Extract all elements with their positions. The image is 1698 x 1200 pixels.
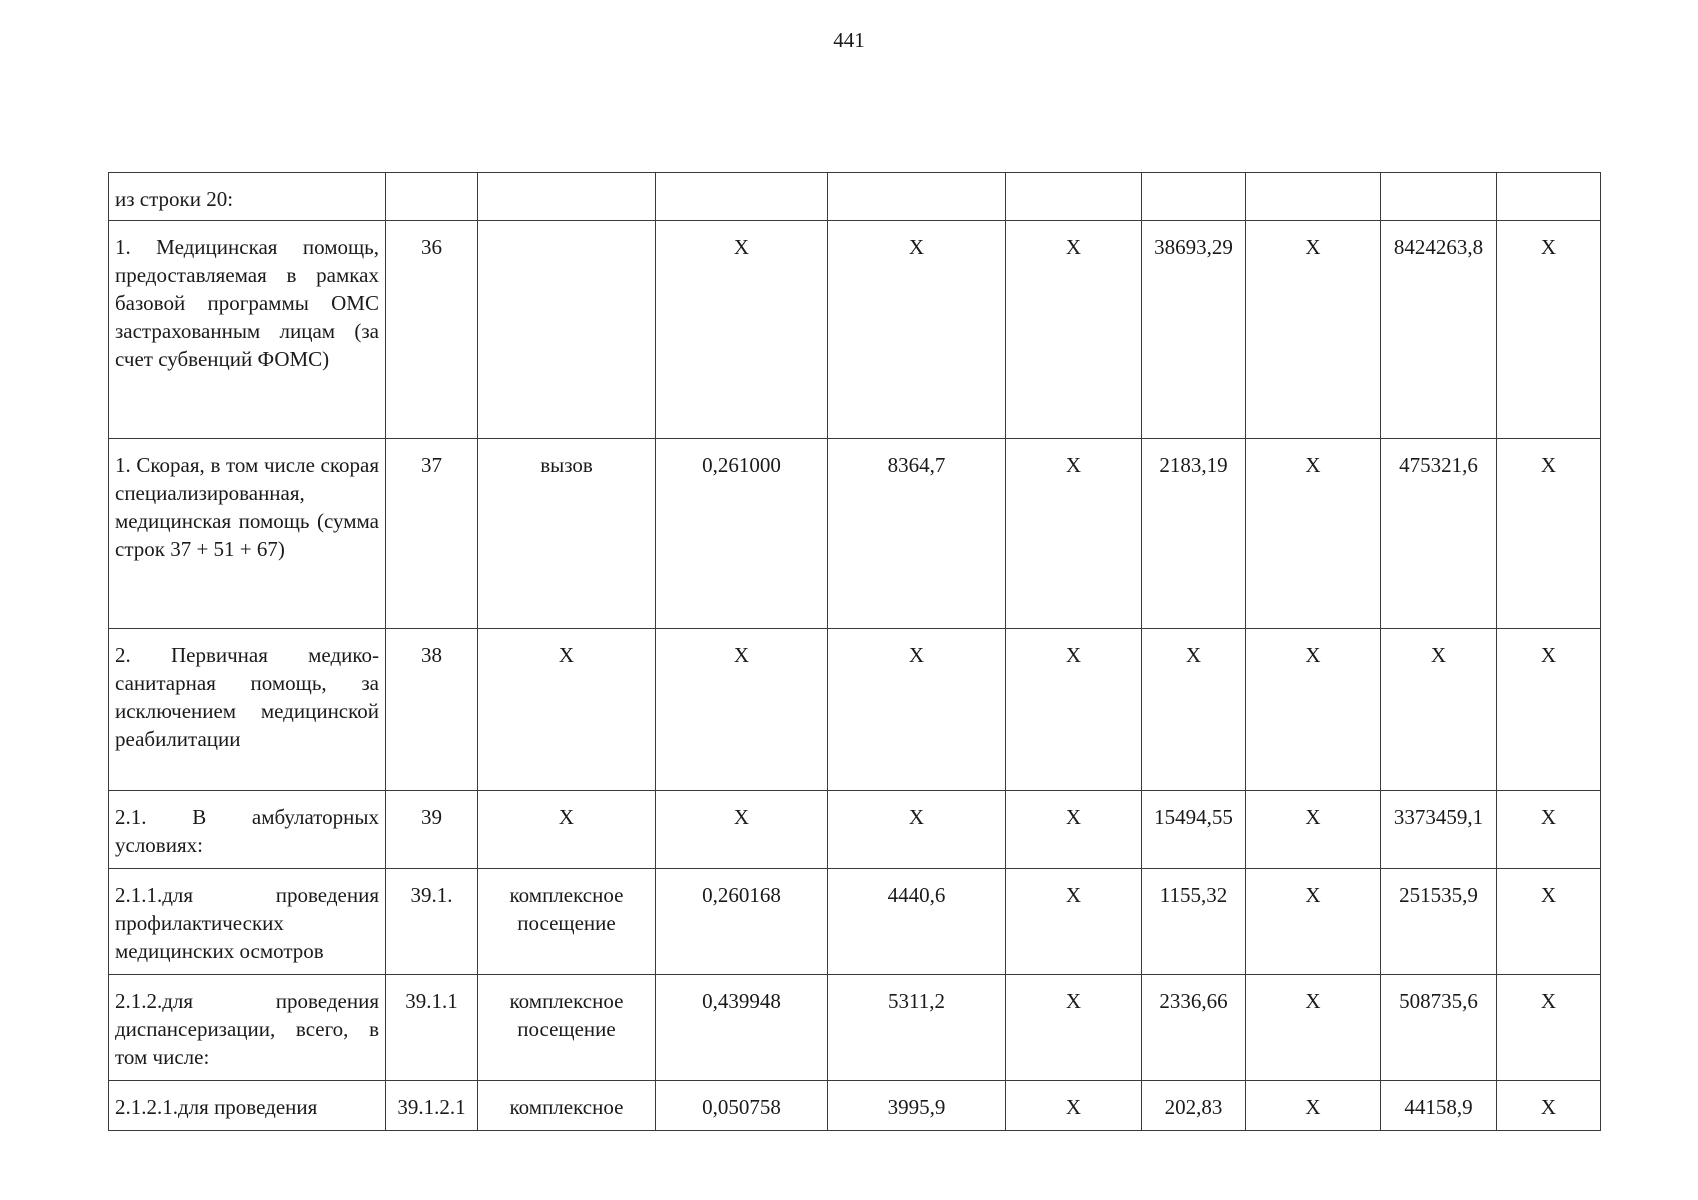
table-cell: Х (1006, 1081, 1142, 1131)
table-cell: Х (1246, 1081, 1381, 1131)
table-row (109, 439, 1601, 629)
table-cell: Х (1497, 791, 1601, 869)
table-cell: комплексное посещение (478, 869, 656, 975)
table-cell: 1155,32 (1142, 869, 1246, 975)
table-cell: 39.1.1 (386, 975, 478, 1081)
table-row (109, 869, 1601, 975)
table-cell: Х (1006, 975, 1142, 1081)
table-cell: 38 (386, 629, 478, 791)
table-cell: Х (1246, 439, 1381, 629)
data-table (108, 172, 1601, 1131)
table-cell: 2. Первичная медико-санитарная помощь, за исключением медицинской реабилитации (109, 629, 386, 791)
table-cell: 1. Медицинская помощь, предоставляемая в рамках базовой программы ОМС застрахованным лицам (за счет субвенций ФОМС) (109, 221, 386, 439)
table-cell: вызов (478, 439, 656, 629)
table-cell: Х (1246, 629, 1381, 791)
table-cell: Х (1142, 629, 1246, 791)
table-cell: 2336,66 (1142, 975, 1246, 1081)
table-cell: 15494,55 (1142, 791, 1246, 869)
table-cell (478, 173, 656, 221)
table-cell (1381, 173, 1497, 221)
table-cell (828, 173, 1006, 221)
table-cell (1497, 173, 1601, 221)
page-number: 441 (833, 28, 865, 52)
table-cell: 8424263,8 (1381, 221, 1497, 439)
table-cell: 0,050758 (656, 1081, 828, 1131)
table-cell: из строки 20: (109, 173, 386, 221)
table-cell: 3373459,1 (1381, 791, 1497, 869)
table-cell: 4440,6 (828, 869, 1006, 975)
table-row (109, 173, 1601, 221)
table-cell: 508735,6 (1381, 975, 1497, 1081)
table-cell: 0,439948 (656, 975, 828, 1081)
table-cell (1142, 173, 1246, 221)
table-cell: комплексное (478, 1081, 656, 1131)
table-cell: Х (656, 629, 828, 791)
table-cell: 39.1.2.1 (386, 1081, 478, 1131)
table-cell: 2.1.1.для проведения профилактических медицинских осмотров (109, 869, 386, 975)
table-row (109, 791, 1601, 869)
table-row (109, 629, 1601, 791)
table-cell: Х (1497, 221, 1601, 439)
table-cell: Х (1006, 221, 1142, 439)
table-cell: 36 (386, 221, 478, 439)
table-cell: 39.1. (386, 869, 478, 975)
table-cell: Х (656, 221, 828, 439)
table-cell: 2.1.2.1.для проведения (109, 1081, 386, 1131)
table-cell: Х (828, 791, 1006, 869)
table-cell: 251535,9 (1381, 869, 1497, 975)
table-cell: Х (1006, 439, 1142, 629)
table-cell: Х (478, 791, 656, 869)
table-cell: 37 (386, 439, 478, 629)
table-cell: 1. Скорая, в том числе скорая специализированная, медицинская помощь (сумма строк 37 + 51 + 67) (109, 439, 386, 629)
table-cell: Х (1246, 791, 1381, 869)
table-cell: 2.1. В амбулаторных условиях: (109, 791, 386, 869)
table-cell: Х (828, 221, 1006, 439)
table-cell: Х (1006, 629, 1142, 791)
table-cell (478, 221, 656, 439)
table-cell: Х (1497, 869, 1601, 975)
table-cell: Х (1497, 439, 1601, 629)
table-cell: 2183,19 (1142, 439, 1246, 629)
table-cell: Х (1246, 221, 1381, 439)
table-cell: комплексное посещение (478, 975, 656, 1081)
table-cell: 38693,29 (1142, 221, 1246, 439)
table-cell (656, 173, 828, 221)
table-cell (1006, 173, 1142, 221)
table-cell (386, 173, 478, 221)
table-cell: 3995,9 (828, 1081, 1006, 1131)
table-cell: 475321,6 (1381, 439, 1497, 629)
table-cell: Х (1246, 869, 1381, 975)
table-cell: 0,260168 (656, 869, 828, 975)
table-cell: 2.1.2.для проведения диспансеризации, всего, в том числе: (109, 975, 386, 1081)
table-row (109, 975, 1601, 1081)
table-row (109, 1081, 1601, 1131)
table-cell: 44158,9 (1381, 1081, 1497, 1131)
table-row (109, 221, 1601, 439)
table-cell: Х (1497, 975, 1601, 1081)
table-cell: Х (828, 629, 1006, 791)
table-cell: Х (1497, 629, 1601, 791)
table-cell: Х (1006, 791, 1142, 869)
table-cell: 202,83 (1142, 1081, 1246, 1131)
table-cell: Х (656, 791, 828, 869)
table-cell: Х (1497, 1081, 1601, 1131)
table-cell: 5311,2 (828, 975, 1006, 1081)
table-cell (1246, 173, 1381, 221)
table-cell: Х (478, 629, 656, 791)
table-cell: 39 (386, 791, 478, 869)
table-cell: Х (1246, 975, 1381, 1081)
table-cell: 8364,7 (828, 439, 1006, 629)
table-cell: 0,261000 (656, 439, 828, 629)
table-cell: Х (1381, 629, 1497, 791)
table-cell: Х (1006, 869, 1142, 975)
